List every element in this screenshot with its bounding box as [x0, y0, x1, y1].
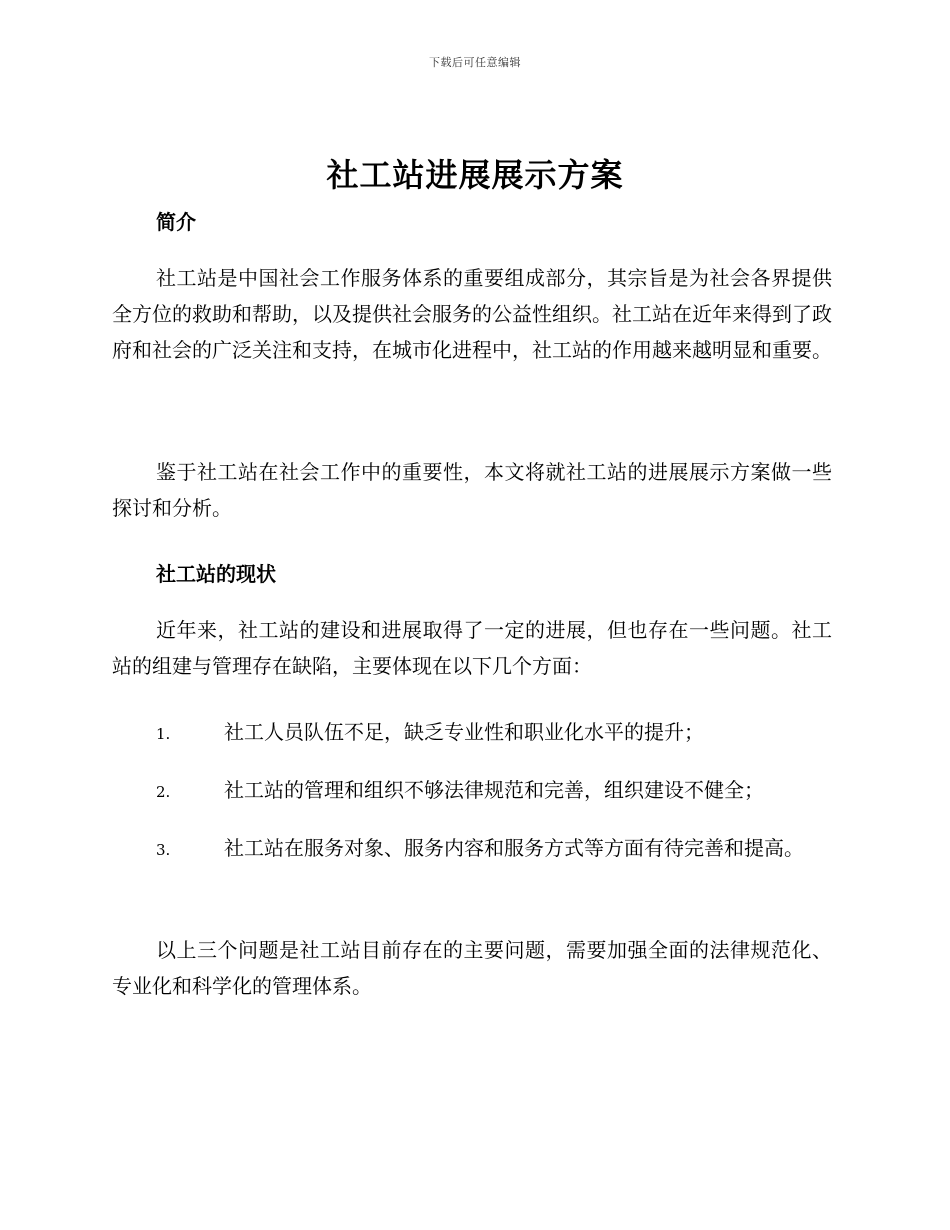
paragraph-intro-2: 鉴于社工站在社会工作中的重要性，本文将就社工站的进展展示方案做一些探讨和分析。 [112, 460, 832, 520]
list-item-text: 社工站的管理和组织不够法律规范和完善，组织建设不健全； [224, 778, 764, 802]
list-item-number: 2. [156, 783, 171, 801]
list-item [112, 768, 832, 814]
header-note: 下载后可任意编辑 [429, 56, 521, 69]
paragraph-status-1: 近年来，社工站的建设和进展取得了一定的进展，但也存在一些问题。社工站的组建与管理存在缺陷，主要体现在以下几个方面： [112, 618, 832, 678]
list-item-number: 3. [156, 841, 171, 859]
list-item-number: 1. [156, 725, 171, 743]
section-heading-intro: 简介 [156, 210, 196, 234]
page-title: 社工站进展展示方案 [326, 156, 624, 194]
section-heading-status: 社工站的现状 [156, 562, 276, 586]
list-item [112, 826, 832, 872]
paragraph-status-2: 以上三个问题是社工站目前存在的主要问题，需要加强全面的法律规范化、专业化和科学化的管理体系。 [112, 938, 832, 998]
list-item-text: 社工人员队伍不足，缺乏专业性和职业化水平的提升； [224, 720, 704, 744]
paragraph-intro-1: 社工站是中国社会工作服务体系的重要组成部分，其宗旨是为社会各界提供全方位的救助和帮助，以及提供社会服务的公益性组织。社工站在近年来得到了政府和社会的广泛关注和支持，在城市化进程中，社工站的作用越来越明显和重要。 [112, 266, 832, 362]
list-item [112, 710, 832, 756]
list-item-text: 社工站在服务对象、服务内容和服务方式等方面有待完善和提高。 [224, 836, 804, 860]
